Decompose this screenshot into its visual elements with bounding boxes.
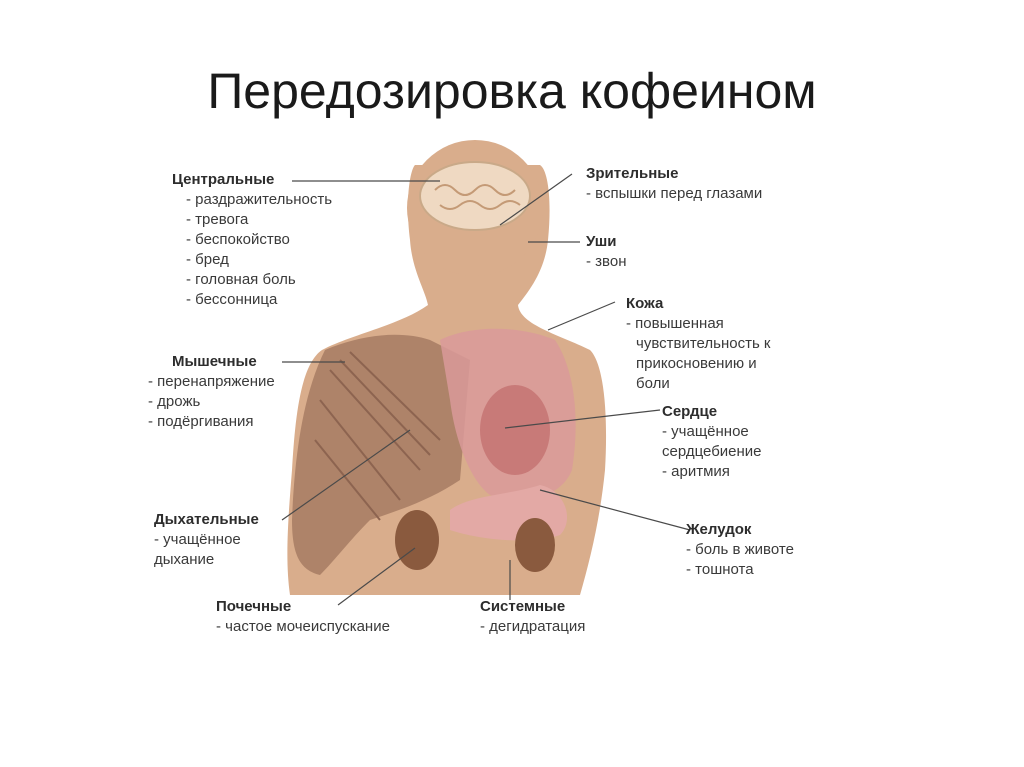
stomach-item: - тошнота (686, 560, 794, 580)
heart-line: сердцебиение (662, 443, 762, 460)
skin-line: прикосновению и (636, 355, 757, 372)
renal-heading: Почечные (216, 598, 292, 615)
skin-line: чувствительность к (636, 335, 771, 352)
muscular-item: - дрожь (148, 392, 275, 412)
visual-heading: Зрительные (586, 165, 679, 182)
central-item: - беспокойство (172, 230, 332, 250)
heart-line: - аритмия (662, 463, 730, 480)
label-visual (586, 164, 762, 204)
stomach-heading: Желудок (686, 521, 752, 538)
kidney-left (395, 510, 439, 570)
central-item: - тревога (172, 210, 332, 230)
respiratory-line: дыхание (154, 551, 215, 568)
systemic-heading: Системные (480, 598, 566, 615)
central-item: - раздражительность (172, 190, 332, 210)
visual-item: - вспышки перед глазами (586, 184, 762, 204)
respiratory-line: - учащённое (154, 531, 241, 548)
central-item: - головная боль (172, 270, 332, 290)
label-skin (626, 294, 771, 394)
renal-item: - частое мочеиспускание (216, 617, 390, 637)
brain (420, 162, 530, 230)
label-respiratory (154, 510, 259, 570)
muscular-item: - подёргивания (148, 412, 275, 432)
skin-line: боли (636, 375, 670, 392)
ears-heading: Уши (586, 233, 617, 250)
label-stomach (686, 520, 794, 580)
respiratory-heading: Дыхательные (154, 511, 259, 528)
heart-line: - учащённое (662, 423, 749, 440)
central-item: - бессонница (172, 290, 332, 310)
skin-heading: Кожа (626, 295, 664, 312)
label-heart (662, 402, 762, 482)
ears-item: - звон (586, 252, 626, 272)
central-item: - бред (172, 250, 332, 270)
systemic-item: - дегидратация (480, 617, 585, 637)
label-muscular (157, 352, 275, 432)
stomach-item: - боль в животе (686, 540, 794, 560)
pointer-skin (548, 302, 615, 330)
heart-heading: Сердце (662, 403, 718, 420)
label-systemic (480, 597, 585, 637)
skin-line: - повышенная (626, 315, 724, 332)
muscular-item: - перенапряжение (148, 372, 275, 392)
label-renal (216, 597, 390, 637)
kidney-right (515, 518, 555, 572)
central-heading: Центральные (172, 171, 275, 188)
slide-title: Передозировка кофеином (207, 63, 817, 119)
label-central (172, 170, 332, 310)
label-ears (586, 232, 626, 272)
heart-organ (480, 385, 550, 475)
muscular-heading: Мышечные (172, 353, 257, 370)
